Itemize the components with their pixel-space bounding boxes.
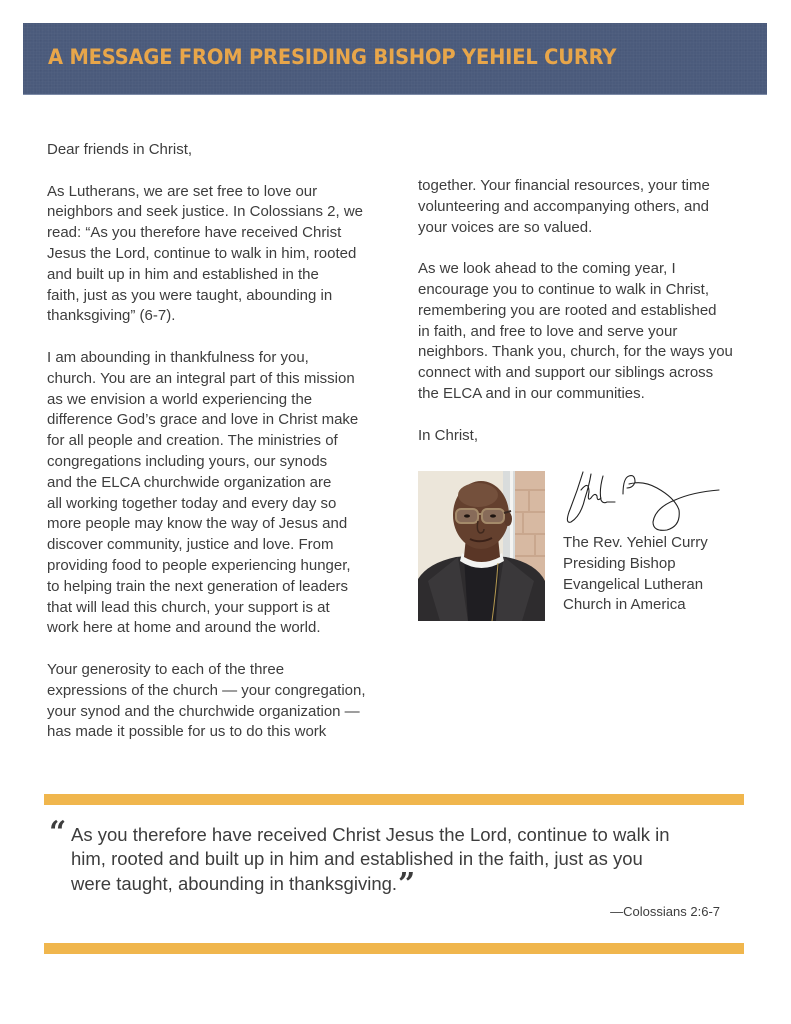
text-line: the ELCA and in our communities. (418, 384, 645, 402)
signatory-organization: Evangelical Lutheran (563, 575, 704, 593)
text-line: together. Your financial resources, your time (418, 177, 710, 194)
text-line: has made it possible for us to do this work (47, 723, 327, 741)
paragraph-1 (47, 182, 387, 328)
text-line: your voices are so valued. (418, 218, 593, 236)
text-line: remembering you are rooted and established (418, 301, 717, 319)
text-line: connect with and support our siblings across (418, 364, 714, 382)
text-line: neighbors. Thank you, church, for the ways you (418, 343, 733, 361)
signatory-title: Presiding Bishop (563, 554, 676, 572)
signature-block (418, 471, 738, 623)
signatory-organization: Church in America (563, 596, 686, 614)
text-line: thanksgiving” (6-7). (47, 307, 176, 325)
close-quote-icon: ” (398, 866, 413, 902)
text-line: neighbors and seek justice. In Colossians 2, we (47, 203, 364, 221)
text-line: for all people and creation. The ministries of (47, 432, 338, 450)
text-line: difference God’s grace and love in Christ make (47, 411, 359, 429)
quote-line: him, rooted and built up in him and established in the faith, just as you (71, 848, 643, 870)
quote-attribution: —Colossians 2:6-7 (610, 904, 720, 919)
quote-line: As you therefore have received Christ Jesus the Lord, continue to walk in (71, 824, 670, 845)
text-line: Your generosity to each of the three (47, 660, 285, 678)
text-line: discover community, justice and love. From (47, 536, 334, 554)
text-line: faith, just as you were taught, abounding in (47, 286, 333, 304)
handwritten-signature-icon (563, 468, 723, 536)
text-line: I am abounding in thankfulness for you, (47, 348, 309, 366)
closing-text: In Christ, (418, 426, 479, 444)
text-line: that will lead this church, your support is at (47, 598, 330, 616)
text-line: As Lutherans, we are set free to love our (47, 182, 318, 200)
text-line: Jesus the Lord, continue to walk in him, rooted (47, 244, 357, 262)
salutation: Dear friends in Christ, (47, 141, 193, 158)
open-quote-icon: “ (49, 815, 64, 850)
quote-divider-top (44, 794, 744, 805)
text-line: and built up in him and established in the (47, 265, 319, 283)
bishop-portrait-photo (418, 471, 545, 621)
text-line: read: “As you therefore have received Christ (47, 224, 342, 242)
text-line: to helping train the next generation of leaders (47, 577, 349, 595)
text-line: and the ELCA churchwide organization are (47, 473, 332, 491)
text-line: church. You are an integral part of this mission (47, 369, 355, 387)
paragraph-3 (47, 660, 387, 743)
text-line: more people may know the way of Jesus and (47, 515, 348, 533)
paragraph-5 (418, 259, 758, 405)
text-line: all working together today and every day so (47, 494, 337, 512)
letter-left-column (47, 140, 387, 764)
letter-right-column (418, 176, 758, 467)
quote-line: were taught, abounding in thanksgiving.” (71, 866, 413, 902)
text-line: providing food to people experiencing hunger, (47, 556, 351, 574)
signatory-name: The Rev. Yehiel Curry (563, 534, 708, 551)
pull-quote (71, 823, 670, 902)
paragraph-4 (418, 176, 758, 238)
paragraph-2 (47, 348, 387, 639)
quote-divider-bottom (44, 943, 744, 954)
text-line: as we envision a world experiencing the (47, 390, 313, 408)
header-banner (23, 23, 767, 95)
closing (418, 426, 758, 447)
text-line: volunteering and accompanying others, and (418, 197, 710, 215)
text-line: your synod and the churchwide organization — (47, 702, 360, 720)
text-line: in faith, and free to love and serve your (418, 322, 678, 340)
text-line: work here at home and around the world. (47, 619, 321, 637)
text-line: As we look ahead to the coming year, I (418, 260, 676, 278)
signatory-details (563, 533, 708, 616)
page-title: A MESSAGE FROM PRESIDING BISHOP YEHIEL CURRY (48, 45, 617, 70)
text-line: expressions of the church — your congregation, (47, 681, 366, 699)
text-line: congregations including yours, our synods (47, 452, 328, 470)
text-line: encourage you to continue to walk in Christ, (418, 280, 709, 298)
